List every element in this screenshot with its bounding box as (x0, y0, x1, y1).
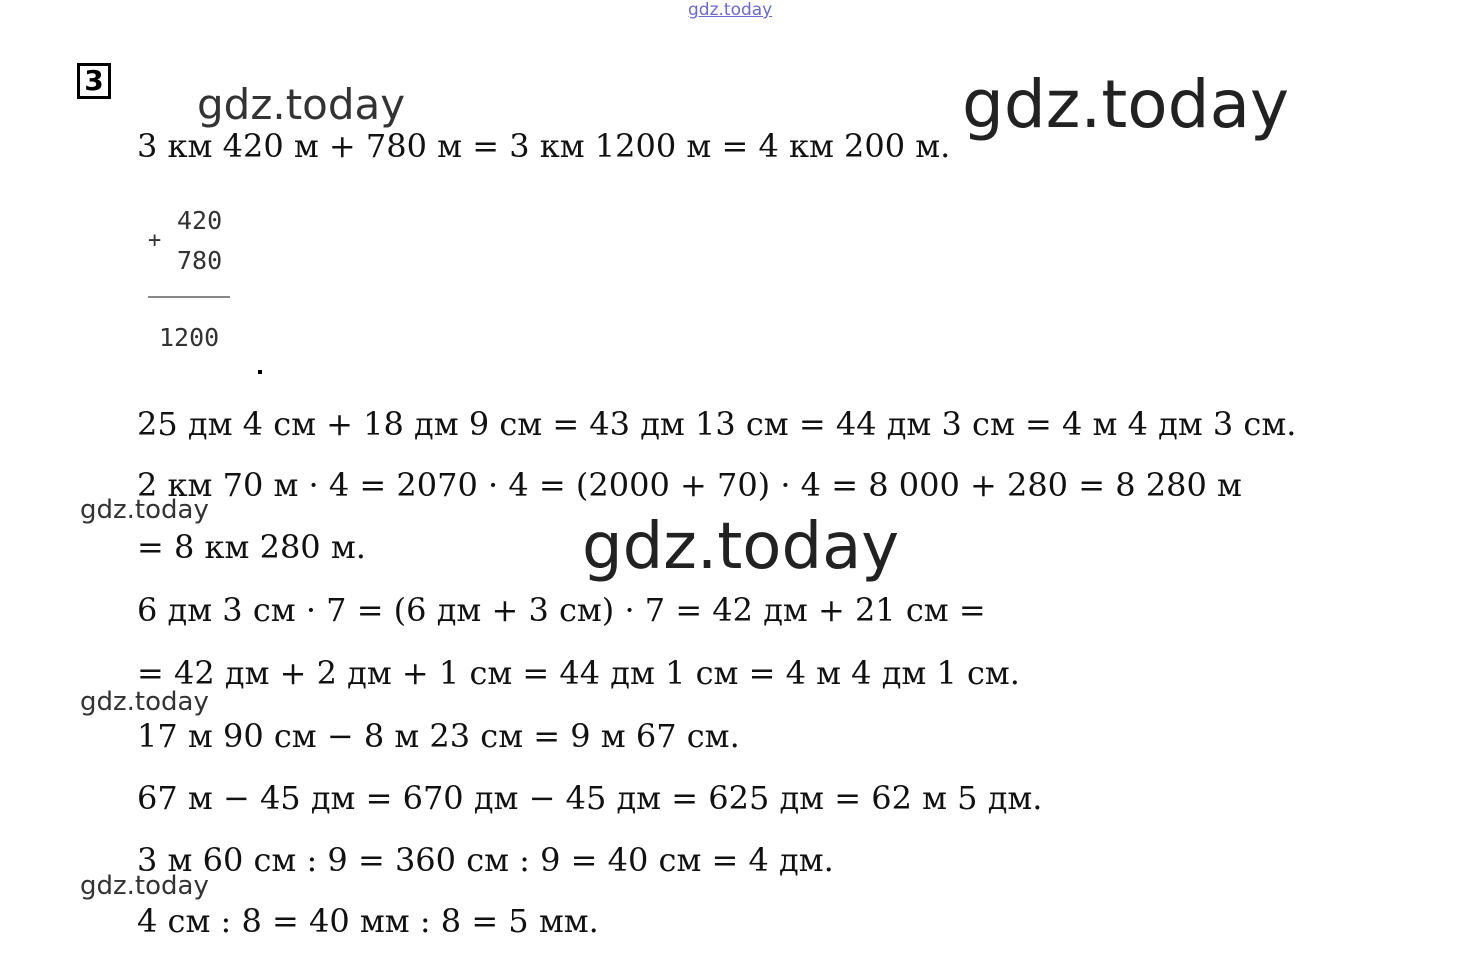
watermark-side-2: gdz.today (80, 687, 209, 717)
column-addend-2: 780 (177, 246, 223, 275)
solution-line-2: 25 дм 4 см + 18 дм 9 см = 43 дм 13 см = 44 дм 3 см = 4 м 4 дм 3 см. (137, 405, 1297, 443)
period-dot (258, 370, 262, 374)
watermark-c: gdz.today (582, 510, 900, 584)
watermark-top: gdz.today (688, 0, 773, 20)
watermark-a: gdz.today (197, 80, 406, 129)
column-plus-sign: + (148, 228, 162, 253)
solution-line-6: = 42 дм + 2 дм + 1 см = 44 дм 1 см = 4 м 4 дм 1 см. (137, 654, 1020, 692)
solution-line-8: 67 м − 45 дм = 670 дм − 45 дм = 625 дм = 62 м 5 дм. (137, 779, 1043, 817)
watermark-side-1: gdz.today (80, 495, 209, 525)
watermark-b: gdz.today (962, 66, 1290, 143)
solution-line-4: = 8 км 280 м. (137, 528, 366, 566)
solution-line-1: 3 км 420 м + 780 м = 3 км 1200 м = 4 км 200 м. (137, 127, 951, 165)
solution-line-5: 6 дм 3 см · 7 = (6 дм + 3 см) · 7 = 42 дм + 21 см = (137, 591, 986, 629)
solution-line-3: 2 км 70 м · 4 = 2070 · 4 = (2000 + 70) · 4 = 8 000 + 280 = 8 280 м (137, 466, 1242, 504)
column-addend-1: 420 (177, 206, 223, 235)
solution-line-7: 17 м 90 см − 8 м 23 см = 9 м 67 см. (137, 717, 740, 755)
column-sum-bar (148, 296, 230, 298)
watermark-side-3: gdz.today (80, 871, 209, 901)
solution-line-10: 4 см : 8 = 40 мм : 8 = 5 мм. (137, 902, 599, 940)
column-sum: 1200 (159, 323, 220, 352)
solution-line-9: 3 м 60 см : 9 = 360 см : 9 = 40 см = 4 дм. (137, 841, 834, 879)
task-number: 3 (77, 63, 111, 99)
